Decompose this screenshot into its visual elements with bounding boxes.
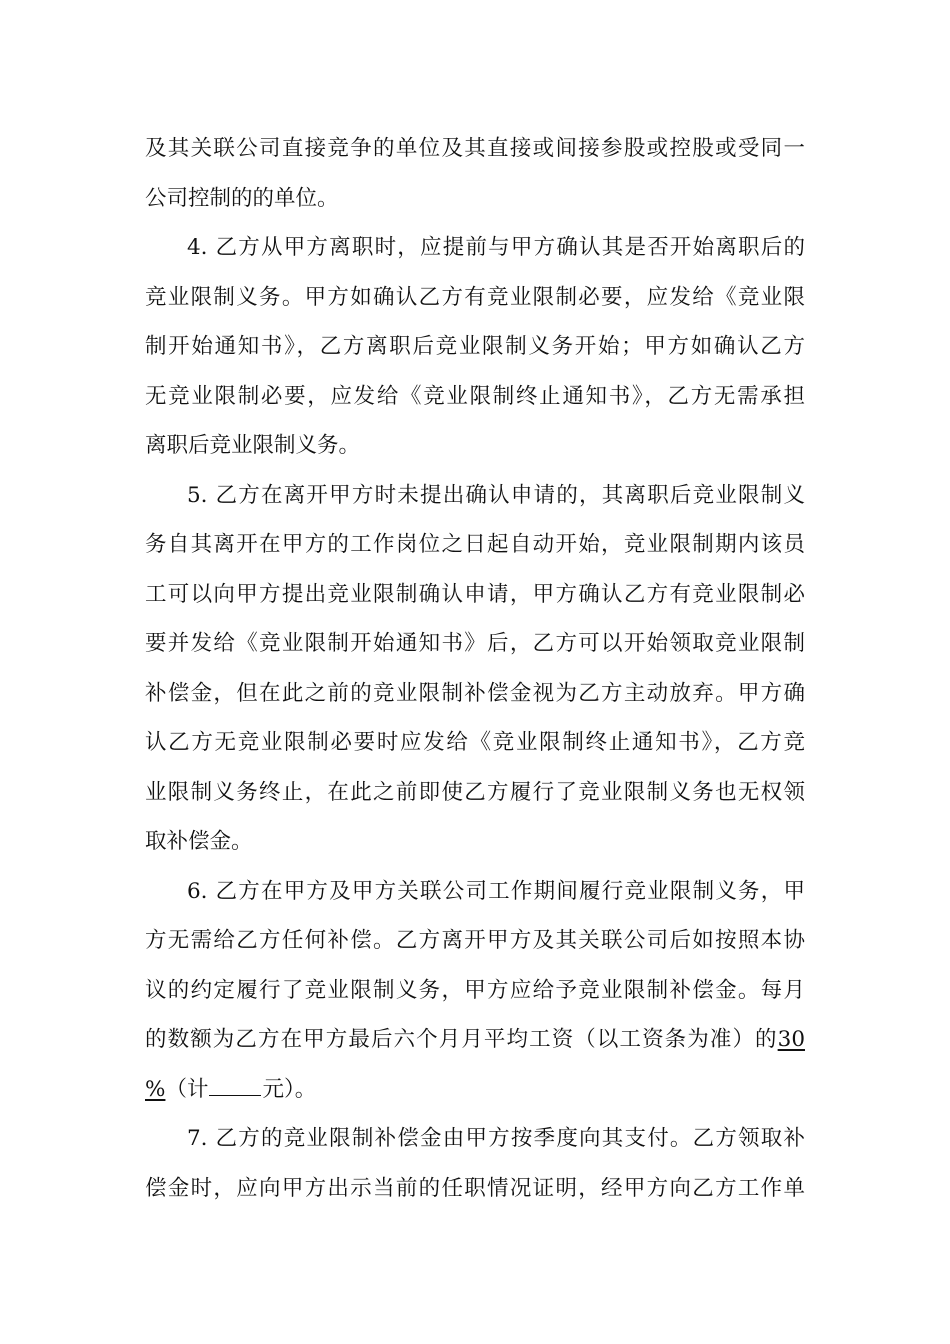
text-line: 4. 乙方从甲方离职时，应提前与甲方确认其是否开始离职后的 — [187, 235, 805, 260]
text-line: 无竞业限制必要，应发给《竞业限制终止通知书》，乙方无需承担 — [145, 383, 805, 409]
text-line: 要并发给《竞业限制开始通知书》后，乙方可以开始领取竞业限制 — [145, 631, 805, 656]
text-line: 补偿金，但在此之前的竞业限制补偿金视为乙方主动放弃。甲方确 — [145, 680, 805, 706]
text-line: 制开始通知书》，乙方离职后竞业限制义务开始；甲方如确认乙方 — [145, 334, 805, 359]
document-page — [145, 124, 805, 1213]
text-line: 5. 乙方在离开甲方时未提出确认申请的，其离职后竞业限制义 — [187, 482, 805, 508]
document-body-continued — [145, 1114, 805, 1213]
line-20-prefix: （计 — [165, 1076, 209, 1102]
text-line: 6. 乙方在甲方及甲方关联公司工作期间履行竞业限制义务，甲 — [187, 878, 805, 904]
text-line-20 — [145, 1065, 805, 1115]
text-line: 及其关联公司直接竞争的单位及其直接或间接参股或控股或受同一 — [145, 136, 805, 161]
document-body — [145, 124, 805, 1015]
amount-blank — [209, 1072, 261, 1096]
text-line: 工可以向甲方提出竞业限制确认申请，甲方确认乙方有竞业限制必 — [145, 581, 805, 607]
line-19-text: 的数额为乙方在甲方最后六个月月平均工资（以工资条为准）的 — [145, 1027, 778, 1052]
text-line: 议的约定履行了竞业限制义务，甲方应给予竞业限制补偿金。每月 — [145, 977, 805, 1003]
text-line: 取补偿金。 — [145, 829, 253, 854]
line-20-suffix: 元）。 — [262, 1076, 317, 1102]
percentage-value: 30 — [777, 1027, 805, 1052]
text-line: 务自其离开在甲方的工作岗位之日起自动开始，竞业限制期内该员 — [145, 532, 805, 557]
text-line: 竞业限制义务。甲方如确认乙方有竞业限制必要，应发给《竞业限 — [145, 284, 805, 310]
text-line: 离职后竞业限制义务。 — [145, 433, 361, 458]
text-line: 公司控制的的单位。 — [145, 185, 339, 211]
text-line: 认乙方无竞业限制必要时应发给《竞业限制终止通知书》，乙方竞 — [145, 730, 805, 755]
text-line: 偿金时，应向甲方出示当前的任职情况证明，经甲方向乙方工作单 — [145, 1175, 805, 1201]
text-line: 方无需给乙方任何补偿。乙方离开甲方及其关联公司后如按照本协 — [145, 928, 805, 953]
percent-sign: % — [145, 1076, 166, 1102]
text-line-19 — [145, 1015, 805, 1065]
text-line: 业限制义务终止，在此之前即使乙方履行了竞业限制义务也无权领 — [145, 779, 805, 805]
text-line: 7. 乙方的竞业限制补偿金由甲方按季度向其支付。乙方领取补 — [187, 1126, 805, 1151]
